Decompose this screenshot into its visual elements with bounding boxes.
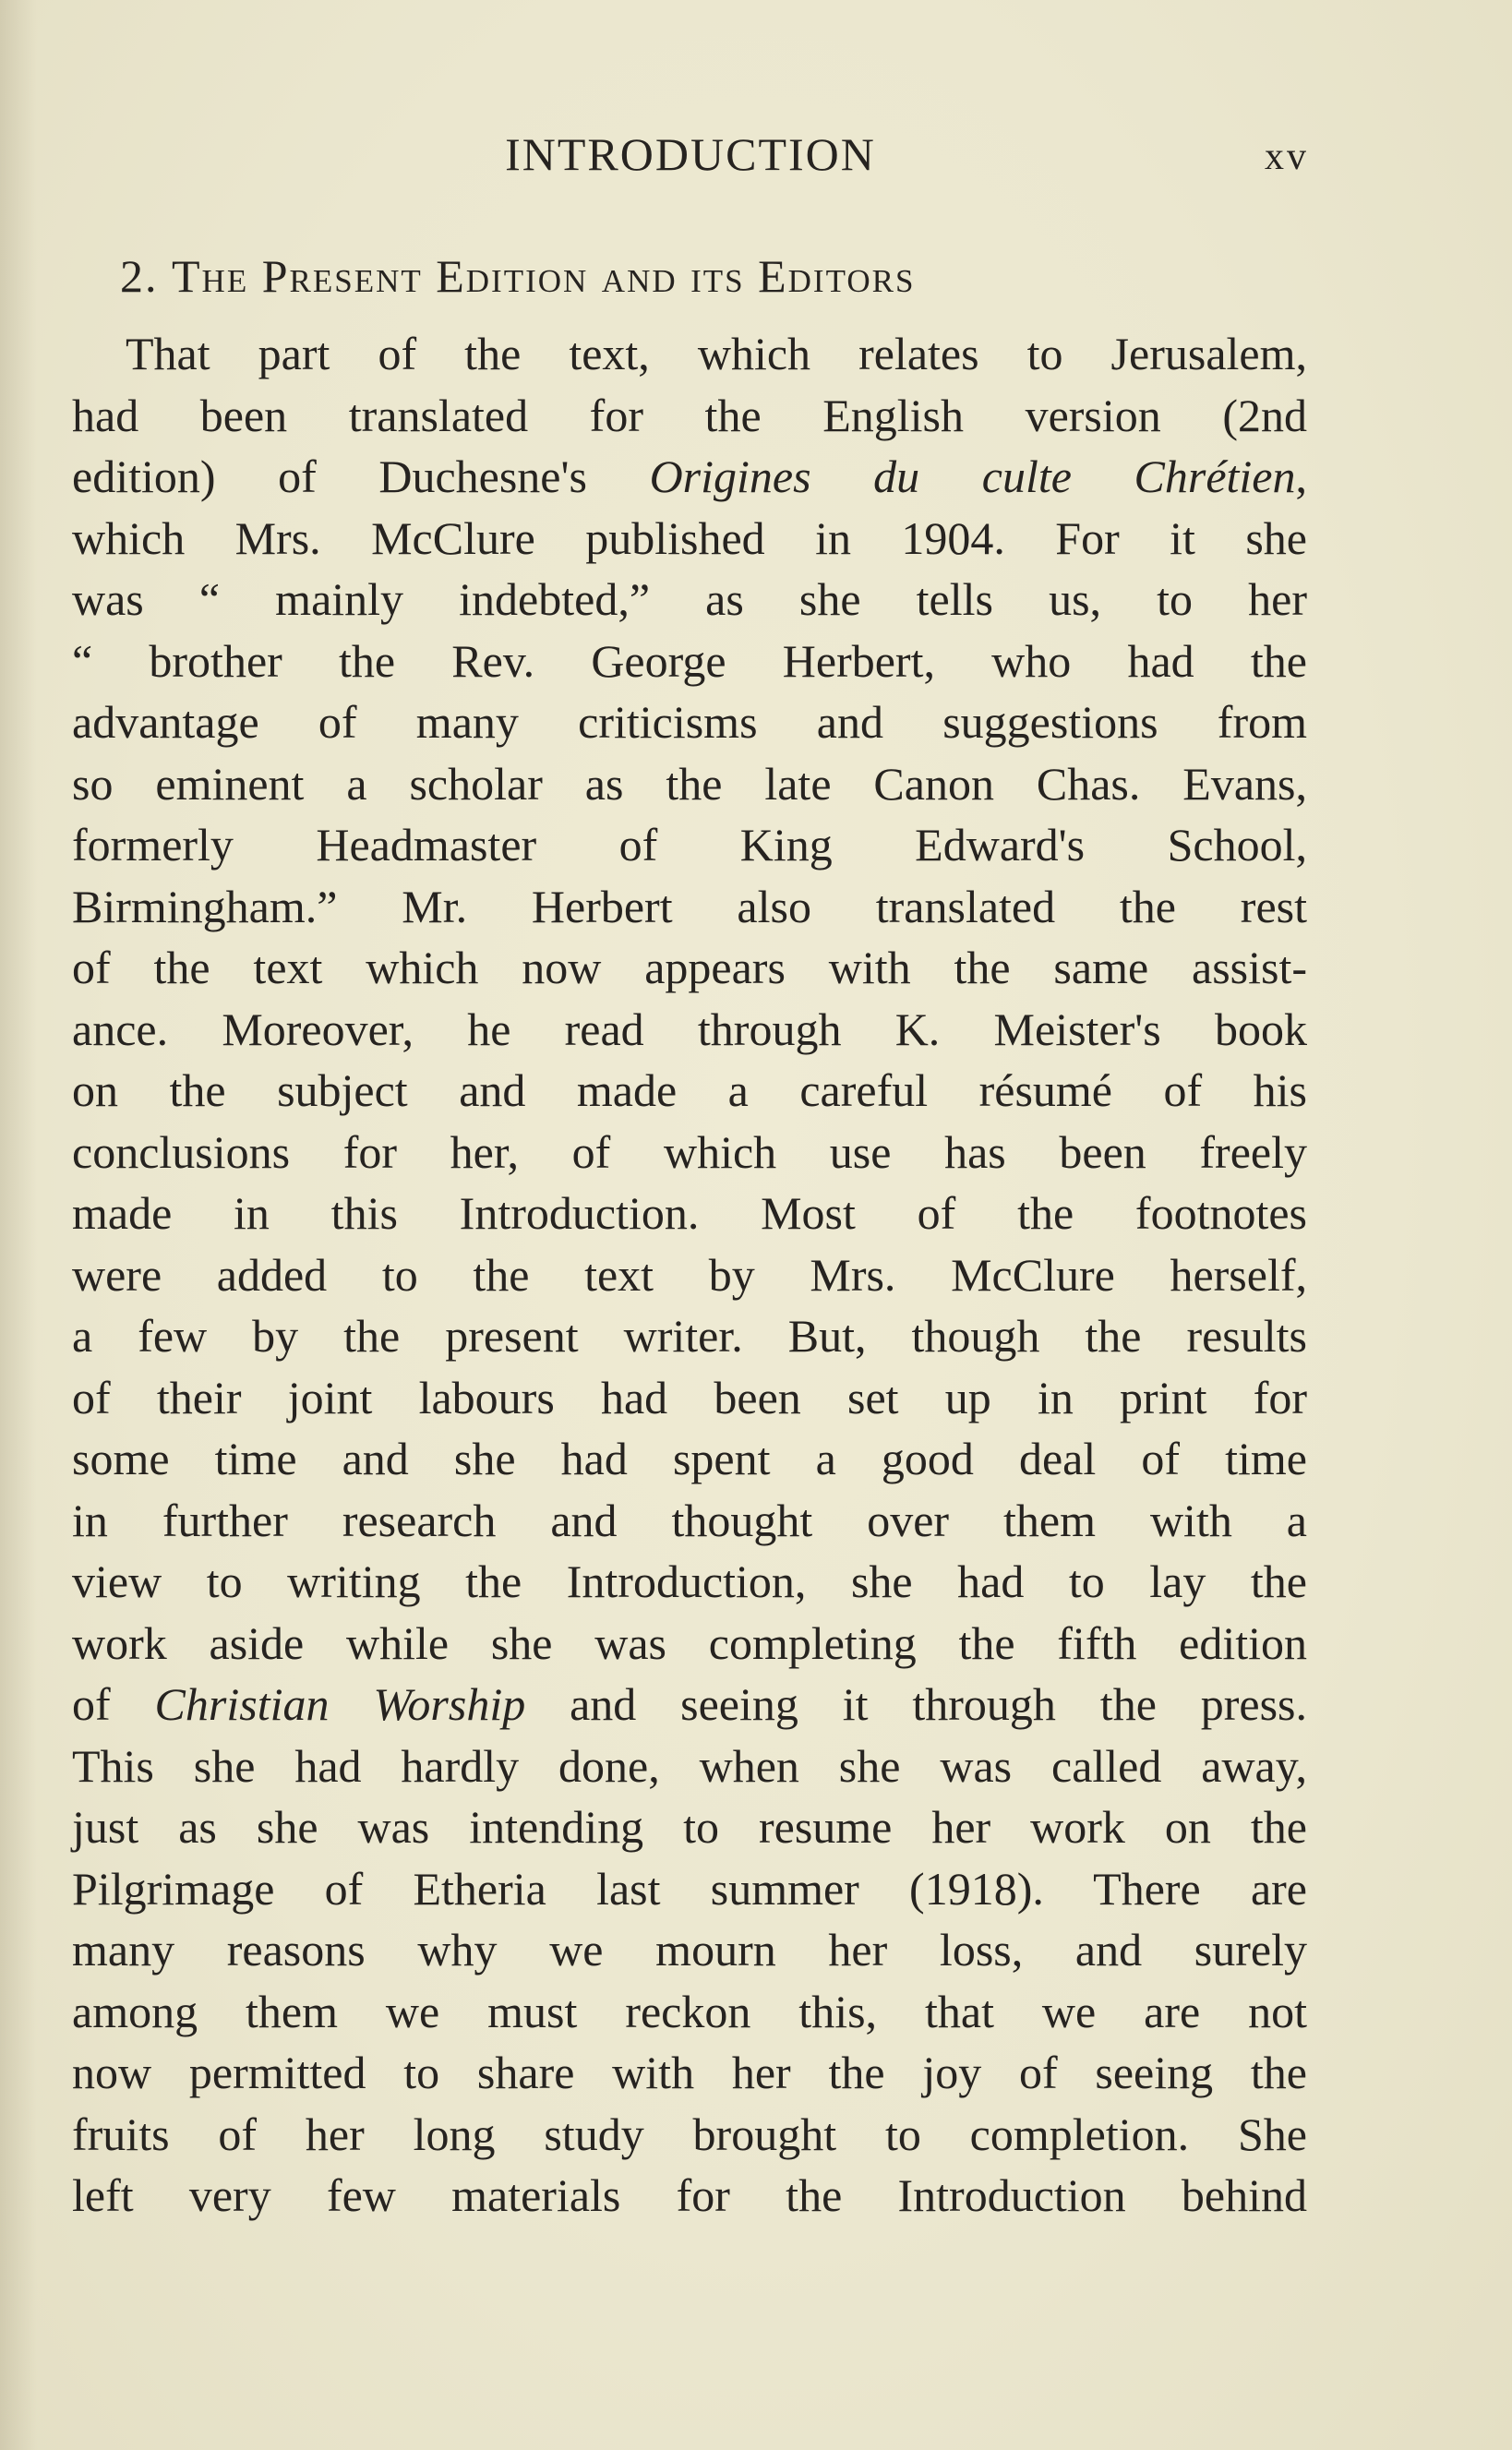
text-line: Birmingham.” Mr. Herbert also translated the rest bbox=[72, 880, 1307, 932]
italic-title: Origines du culte Chrétien bbox=[649, 450, 1296, 502]
text-line: so eminent a scholar as the late Canon Chas. Evans, bbox=[72, 757, 1307, 810]
section-heading bbox=[120, 249, 915, 303]
text-line: just as she was intending to resume her work on the bbox=[72, 1801, 1307, 1853]
text-line: had been translated for the English version (2nd bbox=[72, 389, 1307, 441]
body-paragraph bbox=[72, 323, 1307, 2227]
text-line: among them we must reckon this, that we are not bbox=[72, 1985, 1307, 2037]
text-line: “ brother the Rev. George Herbert, who had the bbox=[72, 634, 1307, 687]
italic-title: Christian Worship bbox=[154, 1678, 526, 1730]
text-line: was “ mainly indebted,” as she tells us, to her bbox=[72, 573, 1307, 625]
text-line bbox=[72, 446, 1307, 508]
text-line: a few by the present writer. But, though the results bbox=[72, 1310, 1307, 1362]
page-number: xv bbox=[1265, 136, 1309, 178]
text-line: made in this Introduction. Most of the footnotes bbox=[72, 1187, 1307, 1239]
text-line: formerly Headmaster of King Edward's School, bbox=[72, 819, 1307, 871]
running-title: INTRODUCTION bbox=[505, 128, 876, 180]
text-segment: , bbox=[1295, 450, 1307, 502]
text-segment: of bbox=[72, 1678, 111, 1730]
text-line: left very few materials for the Introduction behind bbox=[72, 2169, 1307, 2221]
text-line: of the text which now appears with the same assist- bbox=[72, 942, 1307, 993]
text-line: on the subject and made a careful résumé of his bbox=[72, 1064, 1307, 1116]
text-line: fruits of her long study brought to completion. She bbox=[72, 2108, 1307, 2160]
text-line: That part of the text, which relates to Jerusalem, bbox=[126, 328, 1307, 379]
text-line: which Mrs. McClure published in 1904. For it she bbox=[72, 511, 1307, 564]
spine-shadow bbox=[0, 0, 37, 2450]
text-line: ance. Moreover, he read through K. Meister's book bbox=[72, 1003, 1307, 1055]
text-line: in further research and thought over them with a bbox=[72, 1494, 1307, 1546]
text-line: conclusions for her, of which use has been freely bbox=[72, 1125, 1307, 1178]
text-line bbox=[72, 1674, 1307, 1735]
section-title: The Present Edition and its Editors bbox=[172, 250, 916, 302]
text-line: advantage of many criticisms and suggestions from bbox=[72, 696, 1307, 748]
text-segment: edition) of Duchesne's bbox=[72, 450, 587, 502]
text-line: work aside while she was completing the fifth edition bbox=[72, 1616, 1307, 1669]
text-line: This she had hardly done, when she was called away, bbox=[72, 1739, 1307, 1792]
text-line: were added to the text by Mrs. McClure herself, bbox=[72, 1248, 1307, 1301]
text-line: now permitted to share with her the joy of seeing the bbox=[72, 2047, 1307, 2098]
text-line: of their joint labours had been set up in print for bbox=[72, 1371, 1307, 1423]
text-segment: and seeing it through the press. bbox=[525, 1678, 1308, 1730]
text-line: some time and she had spent a good deal of time bbox=[72, 1433, 1307, 1484]
text-line: many reasons why we mourn her loss, and surely bbox=[72, 1924, 1307, 1976]
text-line: Pilgrimage of Etheria last summer (1918). There are bbox=[72, 1862, 1307, 1915]
running-head bbox=[72, 127, 1309, 183]
text-line: view to writing the Introduction, she had to lay the bbox=[72, 1555, 1307, 1607]
section-number: 2. bbox=[120, 250, 159, 302]
